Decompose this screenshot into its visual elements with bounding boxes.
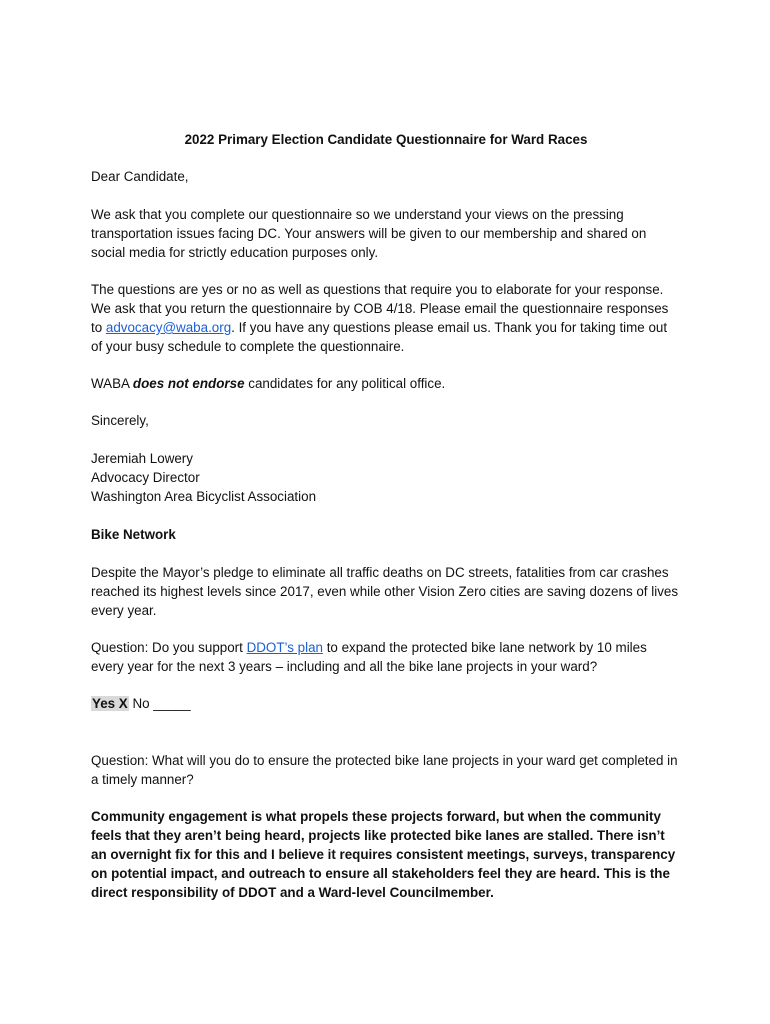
question-2: Question: What will you do to ensure the protected bike lane projects in your ward get completed in a timely manner? bbox=[91, 753, 678, 787]
endorsement-statement bbox=[91, 374, 681, 393]
question-1-text-end: to expand the protected bike lane network by 10 miles every year for the next 3 years – including and all the bike lane projects in your ward? bbox=[91, 640, 647, 674]
instructions-paragraph bbox=[91, 280, 681, 356]
endorsement-suffix: candidates for any political office. bbox=[244, 376, 446, 391]
intro-paragraph: We ask that you complete our questionnaire so we understand your views on the pressing transportation issues facing DC. Your answers will be given to our membership and shared on social media for strictly education purposes only. bbox=[91, 207, 647, 260]
no-choice: No _____ bbox=[128, 696, 191, 711]
question-1-text-start: Question: Do you support bbox=[91, 640, 247, 655]
yes-choice: Yes X bbox=[92, 696, 128, 711]
signature-name: Jeremiah Lowery bbox=[91, 451, 193, 466]
endorsement-emphasis: does not endorse bbox=[132, 376, 245, 391]
endorsement-prefix: WABA bbox=[91, 376, 133, 391]
section-intro: Despite the Mayor’s pledge to eliminate all traffic deaths on DC streets, fatalities from car crashes reached its highest levels since 2017, even while other Vision Zero cities are saving dozens of lives every year. bbox=[91, 565, 679, 618]
signature-role: Advocacy Director bbox=[91, 470, 200, 485]
signature-organization: Washington Area Bicyclist Association bbox=[91, 489, 317, 504]
document-title: 2022 Primary Election Candidate Questionnaire for Ward Races bbox=[184, 132, 588, 147]
salutation: Dear Candidate, bbox=[91, 169, 189, 184]
signature-block bbox=[91, 449, 681, 506]
question-1-answer bbox=[91, 694, 681, 713]
question-1 bbox=[91, 638, 681, 676]
email-link[interactable]: advocacy@waba.org bbox=[105, 320, 232, 335]
closing: Sincerely, bbox=[91, 413, 149, 428]
instructions-text-end: . If you have any questions please email us. Thank you for taking time out of your busy schedule to complete the questionnaire. bbox=[91, 320, 668, 354]
instructions-text-start: The questions are yes or no as well as questions that require you to elaborate for your response. We ask that you return the questionnaire by COB 4/18. Please email the questionnaire responses to bbox=[91, 282, 669, 335]
document-page bbox=[91, 130, 681, 902]
section-heading: Bike Network bbox=[91, 527, 176, 542]
question-2-answer: Community engagement is what propels these projects forward, but when the community feels that they aren’t being heard, projects like protected bike lanes are stalled. There isn’t an overnight fix for this and I believe it requires consistent meetings, surveys, transparency on potential impact, and outreach to ensure all stakeholders feel they are heard. This is the direct responsibility of DDOT and a Ward-level Councilmember. bbox=[91, 809, 676, 900]
ddot-plan-link[interactable]: DDOT’s plan bbox=[246, 640, 323, 655]
